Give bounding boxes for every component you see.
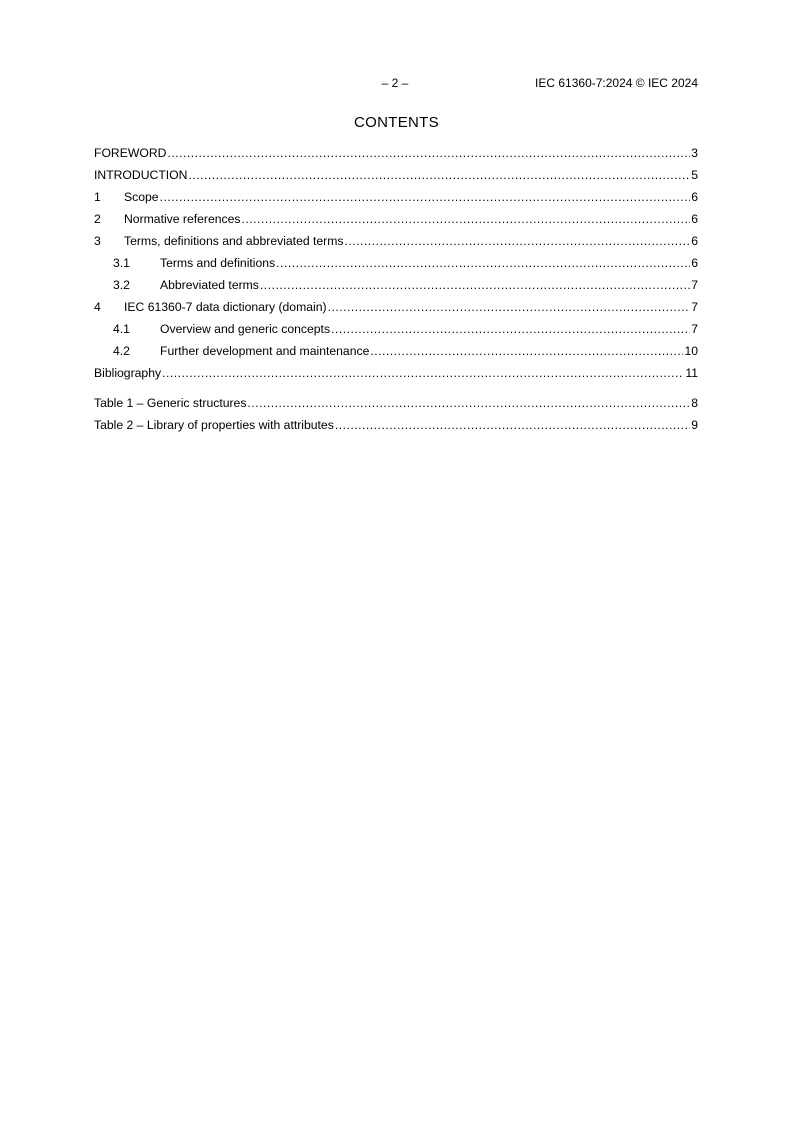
toc-entry-page: 6 bbox=[691, 212, 698, 226]
dot-leader bbox=[260, 277, 690, 293]
toc-entry-foreword[interactable] bbox=[94, 145, 698, 167]
table-entry-page: 9 bbox=[691, 418, 698, 432]
list-of-tables bbox=[94, 395, 698, 439]
dot-leader bbox=[160, 189, 691, 205]
dot-leader bbox=[276, 255, 690, 271]
toc-entry-scope[interactable] bbox=[94, 189, 698, 211]
toc-entry-page: 6 bbox=[691, 256, 698, 270]
toc-entry-label: IEC 61360-7 data dictionary (domain) bbox=[124, 300, 327, 314]
toc-entry-page: 5 bbox=[691, 168, 698, 182]
toc-entry-introduction[interactable] bbox=[94, 167, 698, 189]
toc-entry-label: Terms, definitions and abbreviated terms bbox=[124, 234, 344, 248]
dot-leader bbox=[335, 417, 690, 433]
toc-entry-label: Bibliography bbox=[94, 366, 162, 380]
toc-entry-bibliography[interactable] bbox=[94, 365, 698, 387]
table-entry-library-of-properties[interactable] bbox=[94, 417, 698, 439]
toc-entry-number: 4 bbox=[94, 300, 101, 314]
toc-entry-page: 6 bbox=[691, 234, 698, 248]
dot-leader bbox=[162, 365, 684, 381]
page-header bbox=[94, 76, 698, 92]
toc-entry-page: 6 bbox=[691, 190, 698, 204]
toc-entry-page: 11 bbox=[685, 366, 698, 380]
dot-leader bbox=[344, 233, 690, 249]
toc-entry-page: 10 bbox=[684, 344, 698, 358]
toc-entry-abbreviated-terms[interactable] bbox=[94, 277, 698, 299]
toc-entry-terms-definitions[interactable] bbox=[94, 233, 698, 255]
toc-entry-number: 3.1 bbox=[113, 256, 130, 270]
table-entry-label: Table 1 – Generic structures bbox=[94, 396, 247, 410]
page-number: – 2 – bbox=[381, 76, 409, 90]
toc-entry-data-dictionary[interactable] bbox=[94, 299, 698, 321]
toc-entry-page: 3 bbox=[691, 146, 698, 160]
table-entry-generic-structures[interactable] bbox=[94, 395, 698, 417]
toc-entry-label: Abbreviated terms bbox=[160, 278, 259, 292]
toc-entry-page: 7 bbox=[691, 322, 698, 336]
toc-entry-label: Normative references bbox=[124, 212, 241, 226]
toc-entry-number: 1 bbox=[94, 190, 101, 204]
toc-entry-number: 3.2 bbox=[113, 278, 130, 292]
toc-entry-number: 2 bbox=[94, 212, 101, 226]
toc-entry-number: 4.1 bbox=[113, 322, 130, 336]
contents-title: CONTENTS bbox=[354, 114, 439, 131]
dot-leader bbox=[247, 395, 690, 411]
table-entry-label: Table 2 – Library of properties with attributes bbox=[94, 418, 334, 432]
toc-entry-page: 7 bbox=[691, 278, 698, 292]
toc-entry-label: FOREWORD bbox=[94, 146, 167, 160]
toc-entry-page: 7 bbox=[691, 300, 698, 314]
toc-entry-overview[interactable] bbox=[94, 321, 698, 343]
toc-entry-terms-and-definitions[interactable] bbox=[94, 255, 698, 277]
toc-entry-number: 3 bbox=[94, 234, 101, 248]
toc-entry-further-development[interactable] bbox=[94, 343, 698, 365]
dot-leader bbox=[331, 321, 690, 337]
dot-leader bbox=[242, 211, 691, 227]
dot-leader bbox=[328, 299, 691, 315]
toc-entry-label: Further development and maintenance bbox=[160, 344, 370, 358]
table-entry-page: 8 bbox=[691, 396, 698, 410]
toc-entry-label: Overview and generic concepts bbox=[160, 322, 331, 336]
toc-entry-normative-references[interactable] bbox=[94, 211, 698, 233]
toc-entry-number: 4.2 bbox=[113, 344, 130, 358]
dot-leader bbox=[188, 167, 690, 183]
table-of-contents bbox=[94, 145, 698, 387]
document-reference: IEC 61360-7:2024 © IEC 2024 bbox=[535, 76, 698, 90]
toc-entry-label: INTRODUCTION bbox=[94, 168, 188, 182]
toc-entry-label: Terms and definitions bbox=[160, 256, 276, 270]
dot-leader bbox=[167, 145, 690, 161]
dot-leader bbox=[370, 343, 683, 359]
toc-entry-label: Scope bbox=[124, 190, 159, 204]
